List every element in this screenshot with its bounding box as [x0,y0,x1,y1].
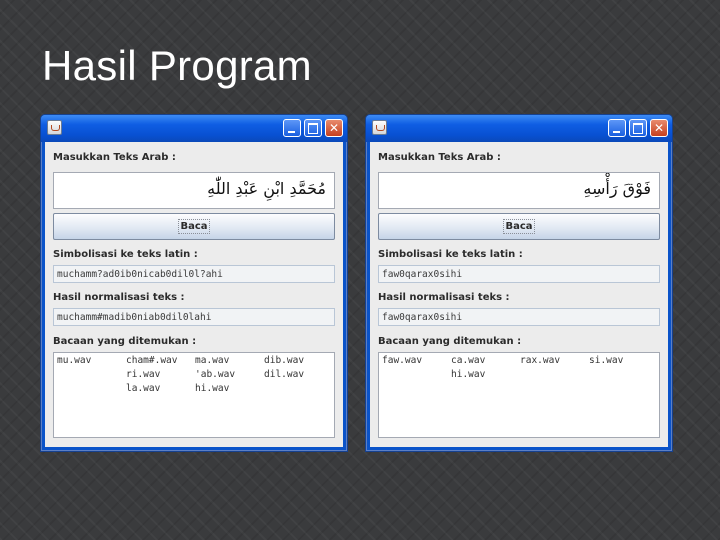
normalization-field[interactable]: muchamm#madib0niab0dil0lahi [53,308,335,326]
result-item[interactable]: ri.wav [126,369,161,380]
result-item[interactable]: ca.wav [451,355,486,366]
result-item[interactable]: 'ab.wav [195,369,236,380]
input-label: Masukkan Teks Arab : [53,152,176,163]
result-item[interactable]: hi.wav [451,369,486,380]
results-label: Bacaan yang ditemukan : [378,336,522,347]
input-label: Masukkan Teks Arab : [378,152,501,163]
java-cup-icon[interactable] [372,120,387,135]
maximize-icon[interactable] [304,119,322,137]
program-window-1 [40,114,348,452]
window-titlebar[interactable] [366,115,672,142]
baca-button-label: Baca [505,221,533,232]
close-icon[interactable]: ✕ [650,119,668,137]
results-list[interactable] [378,352,660,438]
minimize-icon[interactable] [283,119,301,137]
window-client-area [370,142,668,447]
symbol-field[interactable]: muchamm?ad0ib0nicab0dil0l?ahi [53,265,335,283]
symbol-label: Simbolisasi ke teks latin : [53,249,198,260]
normalization-label: Hasil normalisasi teks : [53,292,185,303]
normalization-field[interactable]: faw0qarax0sihi [378,308,660,326]
minimize-icon[interactable] [608,119,626,137]
result-item[interactable]: mu.wav [57,355,92,366]
program-window-2 [365,114,673,452]
result-item[interactable]: cham#.wav [126,355,178,366]
arabic-text-input[interactable]: فَوْقَ رَأْسِهِ [378,172,660,209]
normalization-label: Hasil normalisasi teks : [378,292,510,303]
result-item[interactable]: ma.wav [195,355,230,366]
result-item[interactable]: dil.wav [264,369,305,380]
result-item[interactable]: dib.wav [264,355,305,366]
window-client-area [45,142,343,447]
maximize-icon[interactable] [629,119,647,137]
close-icon[interactable]: ✕ [325,119,343,137]
result-item[interactable]: hi.wav [195,383,230,394]
result-item[interactable]: la.wav [126,383,161,394]
java-cup-icon[interactable] [47,120,62,135]
symbol-field[interactable]: faw0qarax0sihi [378,265,660,283]
slide-title: Hasil Program [42,42,312,89]
baca-button-label: Baca [180,221,208,232]
result-item[interactable]: faw.wav [382,355,423,366]
result-item[interactable]: si.wav [589,355,624,366]
result-item[interactable]: rax.wav [520,355,561,366]
window-titlebar[interactable] [41,115,347,142]
symbol-label: Simbolisasi ke teks latin : [378,249,523,260]
baca-button[interactable] [53,213,335,240]
arabic-text-input[interactable]: مُحَمَّدِ ابْنِ عَبْدِ اللّٰهِ [53,172,335,209]
results-list[interactable] [53,352,335,438]
results-label: Bacaan yang ditemukan : [53,336,197,347]
baca-button[interactable] [378,213,660,240]
